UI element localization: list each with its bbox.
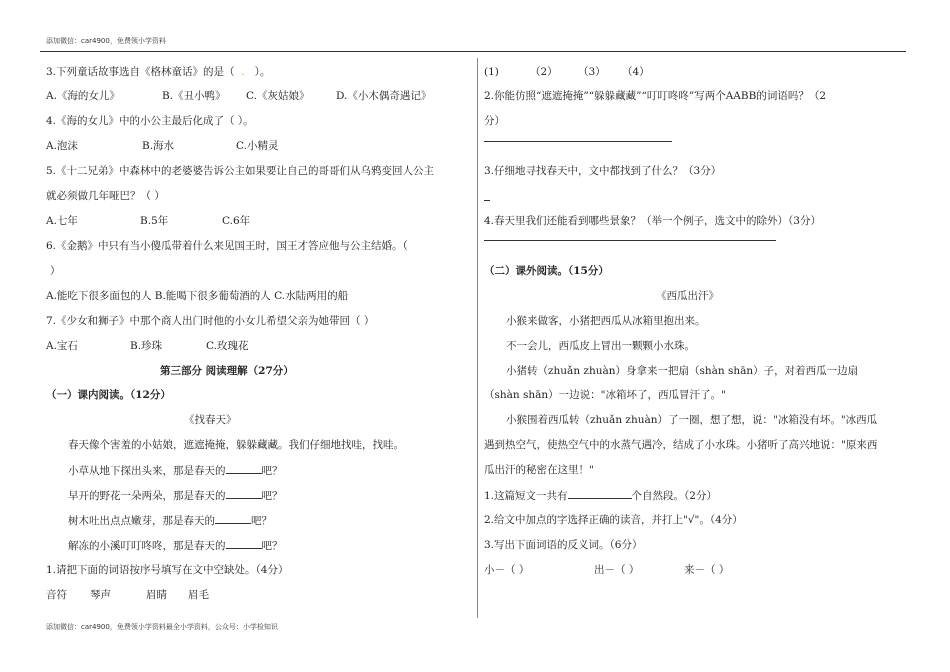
poem-line-3: 早开的野花一朵两朵，那是春天的 吧？ bbox=[68, 490, 283, 502]
section-1-heading: （一）课内阅读。（12分） bbox=[46, 389, 171, 401]
q6-options: A.能吃下很多面包的人 B.能喝下很多葡萄酒的人 C.水陆两用的船 bbox=[46, 290, 349, 302]
antonym-2: 出－（ ） bbox=[594, 564, 640, 576]
q3-option-a: A.《海的女儿》 bbox=[46, 90, 120, 102]
q4-option-a: A.泡沫 bbox=[46, 140, 78, 152]
story-question-1: 1.这篇短文一共有 个自然段。（2分） bbox=[484, 490, 717, 502]
word-2: 琴声 bbox=[90, 589, 111, 601]
word-1: 音符 bbox=[46, 589, 67, 601]
story-line-2: 不一会儿，西瓜皮上冒出一颗颗小水珠。 bbox=[506, 340, 695, 352]
story-line-4: （shàn shān）一边说："冰箱坏了，西瓜冒汗了。" bbox=[484, 389, 726, 401]
story-line-5: 小猴围着西瓜转（zhuǎn zhuàn）了一圈，想了想，说："冰箱没有坏。"冰西瓜 bbox=[506, 414, 878, 426]
antonym-3: 来－（ ） bbox=[684, 564, 730, 576]
question-5-line-1: 5.《十二兄弟》中森林中的老婆婆告诉公主如果要让自己的哥哥们从乌鸦变回人公主 bbox=[46, 165, 435, 177]
story-line-7: 瓜出汗的秘密在这里！" bbox=[484, 464, 594, 476]
antonym-1: 小－（ ） bbox=[484, 564, 530, 576]
q5-option-c: C.6年 bbox=[222, 215, 251, 227]
q4-option-b: B.海水 bbox=[142, 140, 175, 152]
story-question-2: 2.给文中加点的字选择正确的读音，并打上"√"。（4分） bbox=[484, 514, 743, 526]
q3-option-d: D.《小木偶奇遇记》 bbox=[336, 90, 432, 102]
poem-line-5: 解冻的小溪叮叮咚咚，那是春天的 吧？ bbox=[68, 540, 283, 552]
header-watermark: 添加微信：car4900，免费领小学资料 bbox=[46, 37, 166, 45]
poem-title: 《找春天》 bbox=[184, 414, 237, 426]
reading-question-2-line-1: 2.你能仿照“遮遮掩掩”“躲躲藏藏”“叮叮咚咚”写两个AABB的词语吗？（2 bbox=[484, 90, 827, 102]
answer-line-3 bbox=[484, 200, 490, 201]
poem-line-1: 春天像个害羞的小姑娘，遮遮掩掩，躲躲藏藏。我们仔细地找哇，找哇。 bbox=[68, 439, 404, 451]
reading-question-1: 1.请把下面的词语按序号填写在文中空缺处。（4分） bbox=[46, 564, 289, 576]
story-line-1: 小猴来做客，小猪把西瓜从冰箱里抱出来。 bbox=[506, 315, 706, 327]
question-4: 4.《海的女儿》中的小公主最后化成了（ ）。 bbox=[46, 115, 254, 127]
question-7: 7.《少女和狮子》中那个商人出门时他的小女儿希望父亲为她带回（ ） bbox=[46, 315, 375, 327]
story-line-3: 小猪转（zhuǎn zhuàn）身拿来一把扇（shàn shān）子，对着西瓜一边扇 bbox=[506, 365, 859, 377]
question-3: 3.下列童话故事选自《格林童话》的是（ . ）。 bbox=[46, 66, 271, 78]
number-4: （4） bbox=[622, 66, 650, 78]
reading-question-4: 4.春天里我们还能看到哪些景象？（举一个例子，选文中的除外）（3分） bbox=[484, 215, 821, 227]
question-6-line-2: ） bbox=[50, 265, 61, 277]
part-3-heading: 第三部分 阅读理解（27分） bbox=[160, 365, 294, 377]
q3-option-b: B.《丑小鸭》 bbox=[162, 90, 226, 102]
word-4: 眉毛 bbox=[188, 589, 209, 601]
question-5-line-2: 就必须做几年哑巴？（ ） bbox=[46, 190, 165, 202]
answer-mark: . bbox=[241, 66, 245, 78]
q3-option-c: C.《灰姑娘》 bbox=[246, 90, 310, 102]
number-1: (1) bbox=[484, 66, 499, 78]
story-line-6: 遇到热空气，使热空气中的水蒸气遇冷，结成了小水珠。小猪听了高兴地说："原来西 bbox=[484, 439, 878, 451]
answer-line-2 bbox=[484, 141, 672, 142]
q5-option-a: A.七年 bbox=[46, 215, 78, 227]
q7-option-b: B.珍珠 bbox=[130, 340, 163, 352]
reading-question-3: 3.仔细地寻找春天中，文中都找到了什么？（3分） bbox=[484, 165, 722, 177]
story-question-3: 3.写出下面词语的反义词。（6分） bbox=[484, 539, 643, 551]
poem-line-4: 树木吐出点点嫩芽，那是春天的 吧？ bbox=[68, 515, 272, 527]
q5-option-b: B.5年 bbox=[140, 215, 169, 227]
section-2-heading: （二）课外阅读。（15分） bbox=[484, 265, 609, 277]
story-title: 《西瓜出汗》 bbox=[656, 290, 719, 302]
q7-option-a: A.宝石 bbox=[46, 340, 78, 352]
word-3: 眉睛 bbox=[146, 589, 167, 601]
number-2: （2） bbox=[530, 66, 558, 78]
header-rule bbox=[40, 51, 906, 52]
footer-watermark: 添加微信：car4900，免费领小学资料最全小学资料，公众号：小学检知识 bbox=[46, 623, 278, 631]
answer-line-4 bbox=[484, 240, 776, 241]
q4-option-c: C.小精灵 bbox=[236, 140, 279, 152]
question-6-line-1: 6.《金鹅》中只有当小傻瓜带着什么来见国王时，国王才答应他与公主结婚。（ bbox=[46, 240, 408, 252]
q7-option-c: C.玫瑰花 bbox=[206, 340, 249, 352]
column-divider bbox=[477, 58, 478, 618]
number-3: （3） bbox=[578, 66, 606, 78]
poem-line-2: 小草从地下探出头来，那是春天的 吧？ bbox=[68, 465, 283, 477]
reading-question-2-line-2: 分） bbox=[484, 115, 505, 127]
